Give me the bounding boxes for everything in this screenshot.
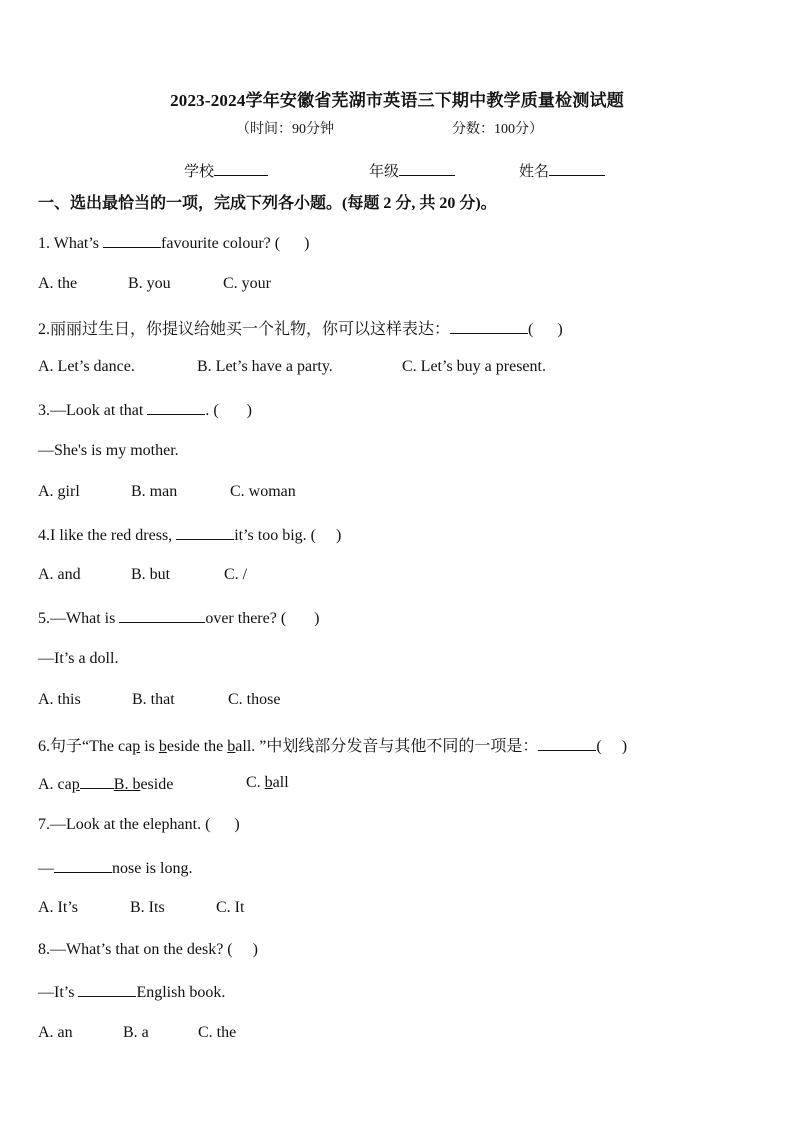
- q2-text-b: ( ): [528, 321, 563, 338]
- q1-text-b: favourite colour? ( ): [161, 235, 310, 252]
- total-score: 分数：100分）: [452, 122, 543, 137]
- q5-blank[interactable]: [119, 608, 205, 623]
- q1-blank[interactable]: [103, 233, 161, 248]
- q4-blank[interactable]: [176, 525, 234, 540]
- question-4: [38, 525, 341, 545]
- q2-option-a: A. Let’s dance.: [38, 358, 135, 375]
- q1-option-a: A. the: [38, 275, 78, 292]
- q4-option-c: C. /: [224, 566, 248, 583]
- q8-option-b: B. a: [123, 1024, 149, 1041]
- q7-option-a: A. It’s: [38, 899, 78, 916]
- question-6: [38, 733, 627, 756]
- q3-option-c: C. woman: [230, 483, 296, 500]
- q3-option-b: B. man: [131, 483, 178, 500]
- q2-option-c: C. Let’s buy a present.: [402, 358, 546, 375]
- question-2: [38, 316, 563, 339]
- q4-option-b: B. but: [131, 566, 171, 583]
- q5-reply: —It’s a doll.: [38, 650, 119, 667]
- q6-option-a-text: A. ca: [38, 776, 72, 793]
- q5-option-a: A. this: [38, 691, 81, 708]
- q5-option-b: B. that: [132, 691, 175, 708]
- question-5: [38, 608, 320, 628]
- q3-text-a: 3.—Look at that: [38, 402, 148, 419]
- q6-text-a: 6.句子“The ca: [38, 738, 133, 755]
- q6-option-c: [246, 774, 289, 792]
- q6-option-c-text: all: [272, 774, 289, 791]
- q6-blank[interactable]: [538, 736, 596, 751]
- q1-option-c: C. your: [223, 275, 271, 292]
- q1-options: [38, 275, 271, 293]
- q4-text-a: 4.I like the red dress,: [38, 527, 177, 544]
- q7-reply-text: nose is long.: [112, 860, 193, 877]
- exam-title: 2023-2024学年安徽省芜湖市英语三下期中教学质量检测试题: [170, 91, 624, 110]
- q8-blank[interactable]: [78, 982, 136, 997]
- q6-option-a: [38, 776, 80, 793]
- time-limit: （时间：90分钟: [236, 122, 334, 137]
- school-blank[interactable]: [214, 161, 268, 176]
- q8-reply-text-b: English book.: [136, 984, 226, 1001]
- q8-options: [38, 1024, 237, 1042]
- q6-option-b-underline: b: [132, 776, 141, 793]
- q5-option-c: C. those: [228, 691, 281, 708]
- q4-option-a: A. and: [38, 566, 81, 583]
- q6-option-gap: [80, 774, 114, 789]
- q3-blank[interactable]: [147, 400, 205, 415]
- q2-option-b: B. Let’s have a party.: [197, 358, 333, 375]
- q6-underline-1: p: [132, 738, 141, 755]
- q3-text-b: . ( ): [205, 402, 252, 419]
- q4-text-b: it’s too big. ( ): [234, 527, 342, 544]
- q4-options: [38, 566, 248, 584]
- question-8: 8.—What’s that on the desk? ( ): [38, 941, 258, 958]
- q5-options: [38, 691, 281, 709]
- q5-text-a: 5.—What is: [38, 610, 120, 627]
- grade-label: 年级: [369, 164, 400, 180]
- q6-text-c: eside the: [166, 738, 228, 755]
- school-label: 学校: [184, 164, 215, 180]
- q6-option-c-underline: b: [264, 774, 273, 791]
- grade-blank[interactable]: [399, 161, 455, 176]
- q2-options: [38, 358, 546, 376]
- q5-text-b: over there? ( ): [205, 610, 320, 627]
- q1-text-a: 1. What’s: [38, 235, 104, 252]
- name-field: [519, 160, 605, 181]
- q8-option-c: C. the: [198, 1024, 237, 1041]
- q6-option-b: [114, 776, 174, 793]
- q7-reply-dash: —: [38, 860, 54, 877]
- q6-text-d: all. ”中划线部分发音与其他不同的一项是：: [235, 738, 539, 755]
- q6-option-b-prefix: B.: [113, 776, 133, 793]
- q3-reply: —She's is my mother.: [38, 442, 179, 459]
- q3-option-a: A. girl: [38, 483, 80, 500]
- grade-field: [369, 160, 455, 181]
- q2-blank[interactable]: [450, 319, 528, 334]
- q6-text-e: ( ): [596, 738, 628, 755]
- q6-underline-2: b: [158, 738, 167, 755]
- q6-option-a-underline: p: [71, 776, 80, 793]
- q8-reply-text-a: —It’s: [38, 984, 79, 1001]
- q8-option-a: A. an: [38, 1024, 73, 1041]
- question-3: [38, 400, 252, 420]
- name-blank[interactable]: [549, 161, 605, 176]
- question-1: [38, 233, 309, 253]
- q7-option-b: B. Its: [130, 899, 165, 916]
- q7-option-c: C. It: [216, 899, 245, 916]
- q6-options: [38, 774, 289, 794]
- q8-reply: [38, 982, 225, 1002]
- q6-option-c-prefix: C.: [246, 774, 265, 791]
- q7-blank[interactable]: [54, 858, 112, 873]
- question-7: 7.—Look at the elephant. ( ): [38, 816, 240, 833]
- q2-text-a: 2.丽丽过生日，你提议给她买一个礼物，你可以这样表达：: [38, 321, 451, 338]
- section-heading: 一、选出最恰当的一项，完成下列各小题。(每题 2 分, 共 20 分)。: [38, 195, 497, 212]
- school-field: [184, 160, 268, 181]
- q7-reply: [38, 858, 192, 878]
- q6-text-b: is: [140, 738, 159, 755]
- q1-option-b: B. you: [128, 275, 171, 292]
- q3-options: [38, 483, 296, 501]
- q7-options: [38, 899, 245, 917]
- q6-underline-3: b: [227, 738, 236, 755]
- q6-option-b-text: eside: [140, 776, 174, 793]
- name-label: 姓名: [519, 164, 550, 180]
